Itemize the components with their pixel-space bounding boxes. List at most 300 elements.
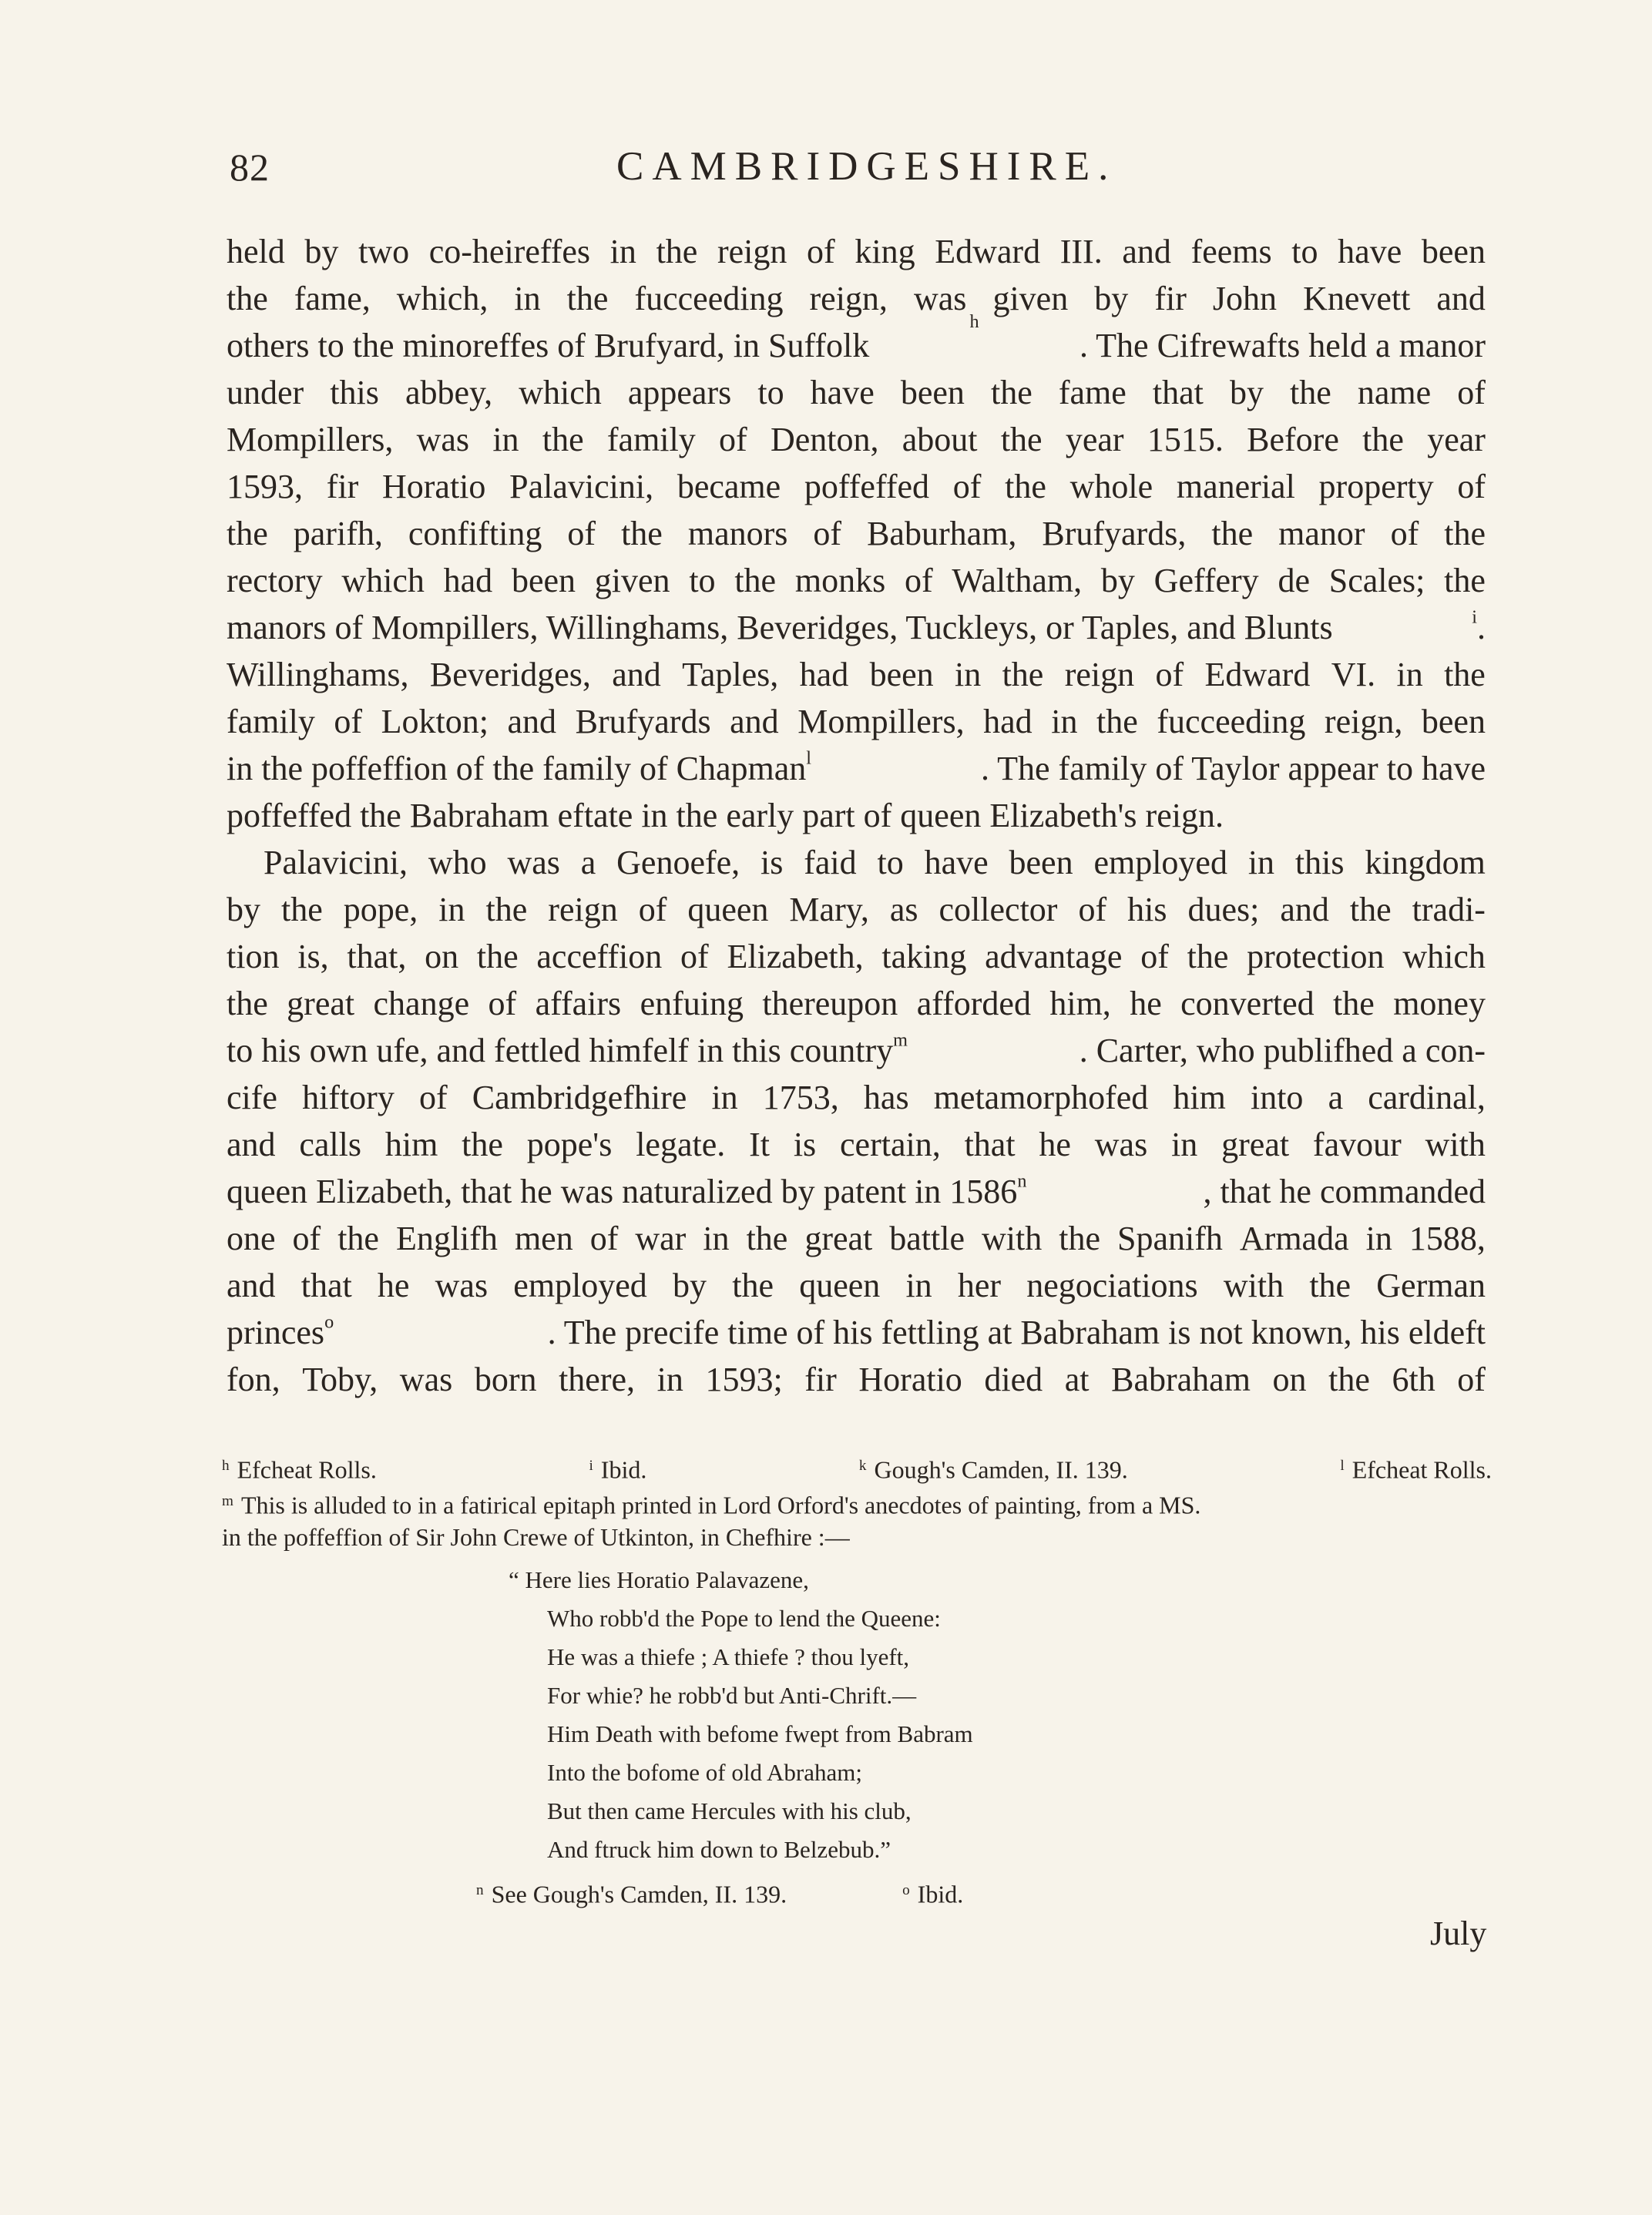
word: Palavicini, [509, 468, 654, 505]
footnote-h: $^h$ Efcheat Rolls. [222, 1455, 377, 1484]
word: the [656, 233, 698, 270]
word: Englifh [395, 1220, 498, 1257]
word: Cambridgefhire [472, 1079, 687, 1116]
word: 1593, [227, 468, 303, 505]
word: Spanifh [1117, 1220, 1223, 1257]
word: of [719, 421, 747, 458]
body-text [227, 228, 1486, 1403]
poem-line: He was a thiefe ; A thiefe ? thou lyeft, [547, 1643, 910, 1670]
text-line [227, 1262, 1486, 1309]
word: this [1294, 844, 1345, 881]
page-number: 82 [230, 146, 270, 189]
footnotes [222, 1448, 1492, 1912]
word: Taples, [682, 656, 779, 693]
word: the [281, 891, 323, 928]
footnote-k: $^k$ Gough's Camden, II. 139. [858, 1455, 1128, 1484]
word: of [334, 703, 363, 740]
word: in [514, 280, 541, 317]
word: which [341, 562, 425, 599]
word: was [399, 1361, 453, 1398]
word: and [1122, 233, 1171, 270]
word: abbey, [405, 374, 493, 411]
word: the [1444, 515, 1486, 552]
word: on [1272, 1361, 1307, 1398]
word: by [1094, 280, 1129, 317]
word: was [1094, 1126, 1148, 1163]
word: had [799, 656, 849, 693]
word: money [1393, 985, 1486, 1022]
word: the [1096, 703, 1138, 740]
word: Horatio [858, 1361, 962, 1398]
word: is, [297, 938, 329, 975]
word: employed [513, 1267, 647, 1304]
word: in [609, 233, 636, 270]
word: family [227, 703, 315, 740]
word: Genoefe, [616, 844, 740, 881]
word: given [992, 280, 1069, 317]
word: the [337, 1220, 379, 1257]
word: under [227, 374, 304, 411]
text-line [227, 463, 1486, 510]
word: Palavicini, [264, 844, 408, 881]
word: to [1291, 233, 1318, 270]
word: dues; [1187, 891, 1260, 928]
word: 6th [1392, 1361, 1435, 1398]
footnote-ref-m: m [893, 1029, 908, 1051]
word: Geffery [1153, 562, 1259, 599]
word: favour [1312, 1126, 1402, 1163]
word: war [635, 1220, 687, 1257]
word: Edward [1204, 656, 1311, 693]
word: of [680, 938, 709, 975]
word: in [1365, 1220, 1392, 1257]
word: in [905, 1267, 932, 1304]
footnote-n: $^n$ See Gough's Camden, II. 139. [476, 1880, 787, 1908]
word: great [1221, 1126, 1290, 1163]
word: of [418, 1079, 448, 1116]
word: was [913, 280, 967, 317]
word: Mompillers, [797, 703, 965, 740]
word: fir [326, 468, 359, 505]
word: of [589, 1220, 619, 1257]
word: confifting [408, 515, 542, 552]
word: about [902, 421, 978, 458]
word: of [807, 233, 835, 270]
word: and [227, 1267, 276, 1304]
word: and [730, 703, 779, 740]
word: in [1171, 1126, 1198, 1163]
word: Knevett [1303, 280, 1411, 317]
word: faid [804, 844, 857, 881]
text-line [227, 1168, 1486, 1215]
footnote-row [222, 1448, 1492, 1484]
word: the [1005, 468, 1046, 505]
word: of [567, 515, 596, 552]
text-line [227, 1121, 1486, 1168]
word: metamorphofed [933, 1079, 1149, 1116]
word: in [1396, 656, 1423, 693]
word: the [732, 1267, 774, 1304]
word: Baburham, [867, 515, 1017, 552]
word: year [1427, 421, 1486, 458]
word: and [507, 703, 557, 740]
epitaph-poem [509, 1561, 1492, 1869]
footnote-i: $^i$ Ibid. [589, 1455, 647, 1484]
word: tradi- [1412, 891, 1486, 928]
word: de [1278, 562, 1310, 599]
word: who [428, 844, 487, 881]
word: a [580, 844, 596, 881]
word: the [1349, 891, 1392, 928]
word: enfuing [640, 985, 744, 1022]
word: appears [627, 374, 732, 411]
word: one [227, 1220, 276, 1257]
line-segment: manors of Mompillers, Willinghams, Beveridges, Tuckleys, or Taples, and Blunts [227, 609, 1333, 646]
word: family [606, 421, 696, 458]
text-line: manors of Mompillers, Willinghams, Beveridges, Tuckleys, or Taples, and Blunts $^i$. [227, 604, 1486, 651]
poem-line: Who robb'd the Pope to lend the Queene: [547, 1605, 941, 1632]
word: cife [227, 1079, 277, 1116]
word: the [1333, 985, 1375, 1022]
word: manors [687, 515, 788, 552]
word: been [1421, 233, 1486, 270]
word: and [1280, 891, 1329, 928]
word: rectory [227, 562, 323, 599]
word: he [1039, 1126, 1071, 1163]
word: and [227, 1126, 276, 1163]
text-line [227, 792, 1486, 839]
word: whole [1069, 468, 1153, 505]
word: Willinghams, [227, 656, 409, 693]
word: and [1436, 280, 1486, 317]
word: calls [299, 1126, 362, 1163]
word: the [462, 1126, 503, 1163]
poem-line: Him Death with befome fwept from Babram [547, 1720, 973, 1747]
word: the [621, 515, 663, 552]
word: the [1444, 562, 1486, 599]
word: the [227, 985, 268, 1022]
word: fame, [294, 280, 371, 317]
word: in [438, 891, 465, 928]
word: certain, [840, 1126, 941, 1163]
word: Armada [1239, 1220, 1349, 1257]
footnote-ref-i: i [1472, 606, 1477, 628]
line-segment: . The family of Taylor appear to have [980, 750, 1486, 787]
poem-line: But then came Hercules with his club, [547, 1797, 912, 1824]
word: hiftory [302, 1079, 395, 1116]
word: of [1078, 891, 1107, 928]
text-line [227, 980, 1486, 1027]
word: queen [799, 1267, 881, 1304]
word: Horatio [382, 468, 486, 505]
word: was [416, 421, 470, 458]
word: Beveridges, [429, 656, 591, 693]
word: been [900, 374, 965, 411]
line-segment: queen Elizabeth, that he was naturalized by patent in 1586 [227, 1173, 1018, 1210]
text-line [227, 311, 1486, 369]
footnote-row [476, 1869, 1492, 1912]
word: became [677, 468, 781, 505]
line-segment: princes [227, 1314, 325, 1351]
word: reign [717, 233, 787, 270]
word: in [703, 1220, 730, 1257]
word: Brufyards, [1042, 515, 1187, 552]
word: the [1059, 1220, 1100, 1257]
text-line [227, 1027, 1486, 1074]
text-line [227, 416, 1486, 463]
word: with [1425, 1126, 1486, 1163]
word: German [1376, 1267, 1486, 1304]
word: there, [559, 1361, 636, 1398]
word: on [425, 938, 459, 975]
word: and [612, 656, 661, 693]
word: by [1229, 374, 1264, 411]
word: the [1362, 421, 1404, 458]
word: at [1064, 1361, 1090, 1398]
word: was [507, 844, 560, 881]
text-line [227, 1356, 1486, 1403]
word: as [889, 891, 918, 928]
poem-line: And ftruck him down to Belzebub.” [547, 1836, 891, 1863]
line-segment: , that he commanded [1203, 1173, 1486, 1210]
word: the [485, 891, 528, 928]
text-line [227, 1215, 1486, 1262]
word: two [358, 233, 410, 270]
word: died [984, 1361, 1043, 1398]
word: co-heireffes [428, 233, 591, 270]
footnote-ref-o: o [324, 1311, 334, 1333]
word: year [1065, 421, 1124, 458]
word: name [1357, 374, 1432, 411]
word: poffeffed [804, 468, 929, 505]
word: him, [1049, 985, 1111, 1022]
word: of [1457, 1361, 1486, 1398]
footnote-o: $^o$ Ibid. [902, 1880, 964, 1908]
word: in [954, 656, 982, 693]
word: by [1100, 562, 1135, 599]
word: by [304, 233, 339, 270]
word: 1588, [1409, 1220, 1486, 1257]
word: advantage [985, 938, 1123, 975]
word: men [514, 1220, 573, 1257]
word: which [519, 374, 602, 411]
word: tion [227, 938, 280, 975]
word: been [511, 562, 576, 599]
line-segment: to his own ufe, and fettled himfelf in this country [227, 1032, 894, 1069]
word: 1753, [762, 1079, 839, 1116]
word: which [1402, 938, 1486, 975]
word: he [377, 1267, 410, 1304]
word: of [1390, 515, 1419, 552]
word: Mary, [789, 891, 869, 928]
word: which, [396, 280, 489, 317]
word: king [855, 233, 915, 270]
text-line [227, 1074, 1486, 1121]
text-line [227, 839, 1486, 886]
word: the [476, 938, 519, 975]
footnote-l: $^l$ Efcheat Rolls. [1340, 1455, 1492, 1484]
word: kingdom [1365, 844, 1486, 881]
word: manerial [1176, 468, 1295, 505]
word: the [1187, 938, 1229, 975]
word: afforded [916, 985, 1031, 1022]
word: pope's [526, 1126, 613, 1163]
word: cardinal, [1368, 1079, 1486, 1116]
word: the [566, 280, 609, 317]
word: Before [1247, 421, 1339, 458]
word: in [656, 1361, 683, 1398]
word: was [435, 1267, 489, 1304]
word: have [924, 844, 989, 881]
word: great [287, 985, 355, 1022]
word: given [594, 562, 670, 599]
word: Edward [935, 233, 1041, 270]
word: had [443, 562, 493, 599]
word: battle [889, 1220, 965, 1257]
poem-line: For whie? he robb'd but Anti-Chrift.— [547, 1682, 917, 1709]
word: of [1140, 938, 1169, 975]
word: reign, [1324, 703, 1403, 740]
text-line [227, 886, 1486, 933]
line-segment: in the poffeffion of the family of Chapman [227, 750, 807, 787]
word: the [1211, 515, 1254, 552]
word: Toby, [302, 1361, 378, 1398]
footnote-ref-n: n [1017, 1170, 1027, 1192]
word: Brufyards [575, 703, 711, 740]
word: the [990, 374, 1032, 411]
word: that [964, 1126, 1016, 1163]
word: the [227, 280, 268, 317]
word: fucceeding [1157, 703, 1306, 740]
text-line [227, 651, 1486, 698]
running-head: CAMBRIDGESHIRE. [616, 144, 1117, 189]
word: queen [687, 891, 769, 928]
word: by [673, 1267, 707, 1304]
word: feems [1190, 233, 1272, 270]
word: the [734, 562, 777, 599]
word: the [542, 421, 584, 458]
word: Scales; [1328, 562, 1425, 599]
footnote-ref-h: h [969, 311, 979, 332]
catchword: July [1430, 1915, 1487, 1952]
word: have [1338, 233, 1402, 270]
word: had [983, 703, 1032, 740]
word: Waltham, [952, 562, 1083, 599]
word: converted [1180, 985, 1315, 1022]
word: in [492, 421, 519, 458]
text-line [227, 557, 1486, 604]
word: in [711, 1079, 738, 1116]
word: born [474, 1361, 537, 1398]
word: reign [548, 891, 618, 928]
text-line [227, 275, 1486, 322]
word: Mompillers, [227, 421, 394, 458]
text-line [227, 933, 1486, 980]
line-segment: . The Cifrewafts held a manor [1079, 327, 1486, 364]
word: acceffion [536, 938, 663, 975]
word: has [863, 1079, 909, 1116]
word: fame [1058, 374, 1127, 411]
word: held [227, 233, 285, 270]
word: reign, [809, 280, 888, 317]
word: in [1247, 844, 1275, 881]
word: been [869, 656, 934, 693]
word: great [804, 1220, 873, 1257]
word: change [373, 985, 470, 1022]
word: of [904, 562, 933, 599]
word: to [877, 844, 904, 881]
word: VI. [1331, 656, 1376, 693]
word: a [1328, 1079, 1344, 1116]
word: have [810, 374, 875, 411]
word: this [330, 374, 379, 411]
word: the [1290, 374, 1331, 411]
word: fir [804, 1361, 837, 1398]
word: affairs [535, 985, 622, 1022]
word: manor [1278, 515, 1365, 552]
word: collector [938, 891, 1058, 928]
word: with [1223, 1267, 1284, 1304]
text-line [227, 228, 1486, 275]
word: to [689, 562, 716, 599]
word: of [638, 891, 667, 928]
word: the [227, 515, 268, 552]
text-line [227, 1309, 1486, 1356]
word: fon, [227, 1361, 280, 1398]
footnote-m-continued: in the poffeffion of Sir John Crewe of Utkinton, in Chefhire :— [222, 1523, 850, 1551]
word: taking [881, 938, 967, 975]
line-segment: . The precife time of his fettling at Babraham is not known, his eldeft [547, 1314, 1486, 1351]
word: of [1457, 374, 1486, 411]
word: thereupon [762, 985, 898, 1022]
word: him [384, 1126, 438, 1163]
word: that, [347, 938, 407, 975]
word: that [301, 1267, 352, 1304]
word: been [1421, 703, 1486, 740]
word: he [1130, 985, 1162, 1022]
word: her [957, 1267, 1002, 1304]
word: him [1173, 1079, 1226, 1116]
word: the [1309, 1267, 1351, 1304]
word: employed [1093, 844, 1227, 881]
word: into [1250, 1079, 1304, 1116]
word: of [952, 468, 982, 505]
word: the [1000, 421, 1043, 458]
word: of [488, 985, 517, 1022]
word: monks [794, 562, 886, 599]
text-line [227, 369, 1486, 416]
word: to [757, 374, 784, 411]
word: by [227, 891, 260, 928]
word: pope, [343, 891, 418, 928]
footnote-ref-l: l [806, 747, 812, 769]
word: of [292, 1220, 321, 1257]
line-segment: . Carter, who publifhed a con- [1079, 1032, 1486, 1069]
footnote-m: $^m$ This is alluded to in a fatirical epitaph printed in Lord Orford's anecdotes of painting, from a MS. [222, 1491, 1201, 1519]
word: fir [1154, 280, 1187, 317]
word: Elizabeth, [727, 938, 864, 975]
text-line [227, 510, 1486, 557]
poem-line: Into the bofome of old Abraham; [547, 1759, 862, 1786]
word: the [746, 1220, 788, 1257]
word: John [1212, 280, 1278, 317]
word: in [1051, 703, 1078, 740]
word: Lokton; [381, 703, 489, 740]
word: It [749, 1126, 770, 1163]
word: the [1002, 656, 1044, 693]
word: the [1444, 656, 1486, 693]
word: with [982, 1220, 1043, 1257]
